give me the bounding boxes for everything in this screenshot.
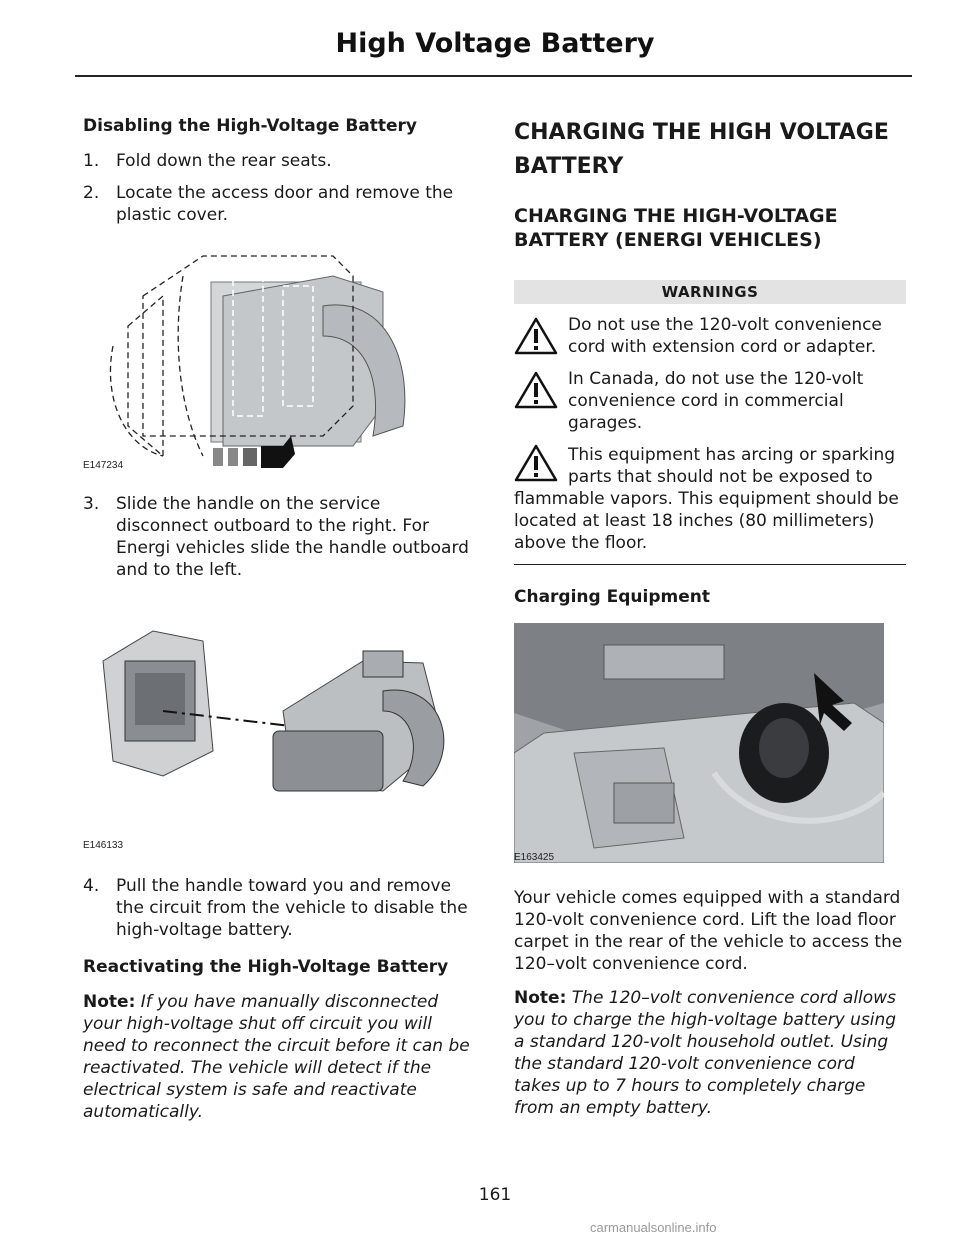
warning-item	[514, 368, 906, 434]
note-label: Note:	[83, 992, 136, 1012]
step-item	[83, 182, 475, 226]
note-paragraph	[514, 987, 906, 1119]
figure-service-disconnect	[83, 601, 475, 851]
step-number: 4.	[83, 876, 100, 896]
figure-access-door	[83, 236, 475, 471]
warning-item	[514, 314, 906, 358]
step-text: Fold down the rear seats.	[116, 151, 332, 171]
header-divider	[75, 75, 912, 77]
step-text: Slide the handle on the service disconnect outboard to the right. For Energi vehicles slide the handle outboard and to the left.	[116, 494, 469, 580]
step-number: 1.	[83, 151, 100, 171]
warning-icon	[514, 317, 558, 361]
warning-text: In Canada, do not use the 120-volt convenience cord in commercial garages.	[568, 369, 864, 433]
warning-icon	[514, 444, 568, 488]
page-title: High Voltage Battery	[335, 28, 655, 59]
left-column	[83, 116, 475, 1135]
figure-charging-equipment	[514, 623, 884, 863]
step-text: Pull the handle toward you and remove the circuit from the vehicle to disable the high-voltage battery.	[116, 876, 468, 940]
page-number: 161	[478, 1185, 512, 1205]
right-column	[514, 116, 906, 1131]
sub-heading: CHARGING THE HIGH-VOLTAGE BATTERY (ENERGI VEHICLES)	[514, 205, 838, 251]
warning-icon	[514, 371, 558, 415]
warning-text: This equipment has arcing or sparking parts that should not be exposed to flammable vapors. This equipment should be located at least 18 inches (80 millimeters) above the floor.	[514, 445, 899, 553]
main-heading: CHARGING THE HIGH VOLTAGE BATTERY	[514, 120, 889, 179]
body-paragraph: Your vehicle comes equipped with a standard 120-volt convenience cord. Lift the load floor carpet in the rear of the vehicle to access the 120–volt convenience cord.	[514, 888, 903, 974]
figure-code: E147234	[83, 460, 124, 471]
figure-code: E163425	[514, 852, 555, 863]
note-paragraph	[83, 991, 475, 1123]
step-number: 3.	[83, 494, 100, 514]
note-text: The 120–volt convenience cord allows you to charge the high-voltage battery using a standard 120-volt household outlet. Using the standard 120-volt convenience cord takes up to 7 hours to completely charge from an empty battery.	[514, 988, 897, 1118]
section-subheading: Disabling the High-Voltage Battery	[83, 116, 417, 136]
figure-code: E146133	[83, 840, 124, 851]
section-subheading: Reactivating the High-Voltage Battery	[83, 957, 449, 977]
access-door-illustration	[83, 236, 475, 471]
warnings-divider	[514, 564, 906, 565]
warnings-banner: WARNINGS	[514, 280, 906, 304]
service-disconnect-illustration	[83, 601, 475, 851]
cargo-area-illustration	[514, 623, 884, 863]
step-item	[83, 150, 475, 172]
watermark: carmanualsonline.info	[590, 1220, 717, 1235]
note-text: If you have manually disconnected your high-voltage shut off circuit you will need to reconnect the circuit before it can be reactivated. The vehicle will detect if the electrical system is safe and reactivate automatically.	[83, 992, 470, 1122]
step-item	[83, 493, 475, 581]
note-label: Note:	[514, 988, 567, 1008]
step-item	[83, 875, 475, 941]
step-number: 2.	[83, 183, 100, 203]
warning-text: Do not use the 120-volt convenience cord with extension cord or adapter.	[568, 315, 882, 357]
warning-item	[514, 444, 906, 554]
section-subheading: Charging Equipment	[514, 587, 710, 607]
step-text: Locate the access door and remove the plastic cover.	[116, 183, 454, 225]
